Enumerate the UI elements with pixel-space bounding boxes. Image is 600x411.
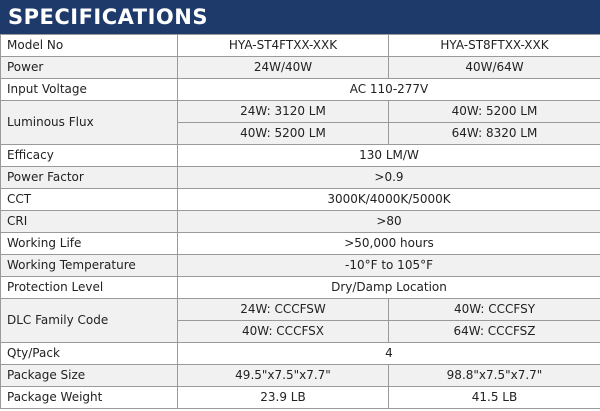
row-cct <box>1 189 600 211</box>
label-qty-pack: Qty/Pack <box>1 343 178 365</box>
value-cct: 3000K/4000K/5000K <box>178 189 600 211</box>
value-flux-4ft-low: 24W: 3120 LM <box>178 101 389 123</box>
row-package-weight <box>1 387 600 409</box>
value-package-size-4ft: 49.5"x7.5"x7.7" <box>178 365 389 387</box>
value-dlc-4ft-high: 40W: CCCFSX <box>178 321 389 343</box>
header-title: SPECIFICATIONS <box>8 5 208 29</box>
row-efficacy <box>1 145 600 167</box>
specifications-header <box>0 0 600 34</box>
value-qty-pack: 4 <box>178 343 600 365</box>
row-protection-level <box>1 277 600 299</box>
row-cri <box>1 211 600 233</box>
label-working-life: Working Life <box>1 233 178 255</box>
value-input-voltage: AC 110-277V <box>178 79 600 101</box>
row-power-factor <box>1 167 600 189</box>
row-model-no <box>1 35 600 57</box>
row-dlc-family-code <box>1 299 600 321</box>
label-input-voltage: Input Voltage <box>1 79 178 101</box>
label-protection-level: Protection Level <box>1 277 178 299</box>
value-package-weight-8ft: 41.5 LB <box>389 387 600 409</box>
row-package-size <box>1 365 600 387</box>
value-working-life: >50,000 hours <box>178 233 600 255</box>
label-package-weight: Package Weight <box>1 387 178 409</box>
value-model-8ft: HYA-ST8FTXX-XXK <box>389 35 600 57</box>
row-working-temperature <box>1 255 600 277</box>
value-flux-8ft-high: 64W: 8320 LM <box>389 123 600 145</box>
value-package-weight-4ft: 23.9 LB <box>178 387 389 409</box>
label-cct: CCT <box>1 189 178 211</box>
value-dlc-8ft-high: 64W: CCCFSZ <box>389 321 600 343</box>
value-package-size-8ft: 98.8"x7.5"x7.7" <box>389 365 600 387</box>
label-cri: CRI <box>1 211 178 233</box>
label-working-temperature: Working Temperature <box>1 255 178 277</box>
row-luminous-flux <box>1 101 600 123</box>
value-power-factor: >0.9 <box>178 167 600 189</box>
value-power-4ft: 24W/40W <box>178 57 389 79</box>
label-power-factor: Power Factor <box>1 167 178 189</box>
value-protection-level: Dry/Damp Location <box>178 277 600 299</box>
label-efficacy: Efficacy <box>1 145 178 167</box>
specifications-table <box>0 34 600 409</box>
label-package-size: Package Size <box>1 365 178 387</box>
row-power <box>1 57 600 79</box>
label-model-no: Model No <box>1 35 178 57</box>
label-dlc-family-code: DLC Family Code <box>1 299 178 343</box>
value-power-8ft: 40W/64W <box>389 57 600 79</box>
value-flux-8ft-low: 40W: 5200 LM <box>389 101 600 123</box>
value-working-temperature: -10°F to 105°F <box>178 255 600 277</box>
value-model-4ft: HYA-ST4FTXX-XXK <box>178 35 389 57</box>
label-power: Power <box>1 57 178 79</box>
row-working-life <box>1 233 600 255</box>
value-dlc-4ft-low: 24W: CCCFSW <box>178 299 389 321</box>
row-input-voltage <box>1 79 600 101</box>
value-flux-4ft-high: 40W: 5200 LM <box>178 123 389 145</box>
value-cri: >80 <box>178 211 600 233</box>
value-dlc-8ft-low: 40W: CCCFSY <box>389 299 600 321</box>
row-qty-pack <box>1 343 600 365</box>
label-luminous-flux: Luminous Flux <box>1 101 178 145</box>
value-efficacy: 130 LM/W <box>178 145 600 167</box>
